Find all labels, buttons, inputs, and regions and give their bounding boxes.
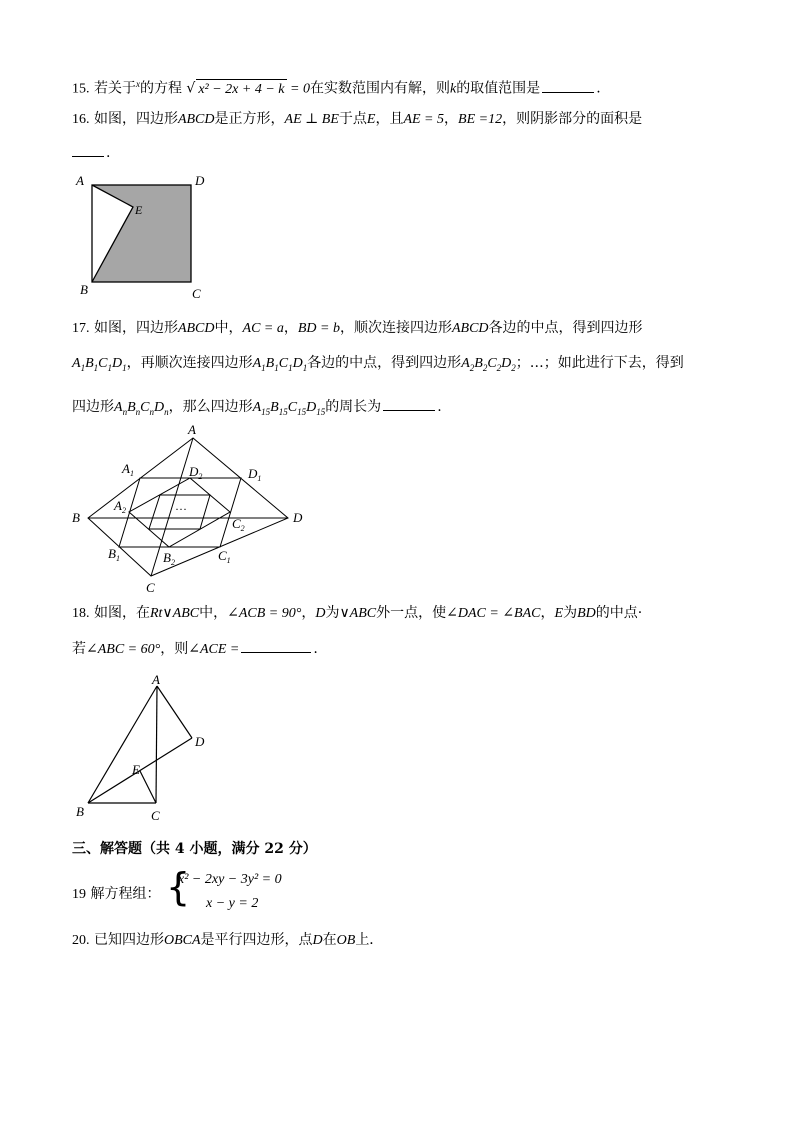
math: ∠ABC = 60°: [86, 642, 161, 657]
question-18-line2: [72, 638, 318, 660]
math: OB: [336, 933, 356, 948]
math: OBCA: [163, 933, 201, 948]
label-A2: $A_2$: [114, 498, 126, 515]
label-C: C: [146, 580, 155, 595]
answer-blank: [241, 638, 311, 653]
math: ABCD: [451, 321, 489, 336]
label-B: B: [76, 804, 84, 819]
math-anbncndn: $A_nB_nC_nD_n$: [114, 400, 169, 417]
text: 解方程组：: [90, 886, 161, 902]
label-D: D: [195, 734, 205, 749]
text: ，: [540, 605, 555, 621]
math: ABCD: [177, 321, 215, 336]
text: 的取值范围是: [456, 80, 541, 97]
text: 外一点，使: [376, 605, 447, 621]
label-E: E: [132, 762, 140, 777]
text: ，则: [160, 641, 189, 657]
text: ，: [283, 320, 298, 336]
math: ∠ACE =: [188, 642, 240, 657]
label-B: B: [80, 282, 88, 297]
question-17-line2: [72, 353, 684, 378]
label-A1: $A_1$: [122, 461, 134, 478]
math: E: [554, 606, 564, 621]
text: 如图，在: [93, 605, 150, 621]
text: 在实数范围内有解，则: [309, 80, 450, 97]
math: BE =12: [458, 112, 503, 127]
question-number: 19: [72, 887, 86, 902]
text: 在: [322, 932, 337, 948]
text: 为: [325, 605, 340, 621]
segment-AC: [156, 686, 157, 803]
text: 中，: [199, 605, 228, 621]
label-D: D: [293, 510, 303, 525]
figure-17-nested-quadrilaterals: [64, 418, 314, 596]
text: ，再顺次连接四边形: [126, 355, 253, 371]
text: ，且: [375, 111, 404, 127]
text: ，: [301, 605, 316, 621]
text: ，: [444, 111, 459, 127]
label-B2: $B_2$: [163, 550, 175, 567]
label-A: A: [152, 672, 160, 687]
label-D1: $D_1$: [248, 466, 262, 483]
math: D: [312, 933, 323, 948]
label-C: C: [151, 808, 160, 823]
math: BD = b: [297, 321, 340, 336]
sqrt-symbol: √: [186, 80, 196, 97]
figure-18-triangle: [72, 670, 222, 826]
math: ABCD: [177, 112, 215, 127]
text: .: [596, 80, 601, 97]
math: ∨ABC: [339, 606, 377, 621]
question-number: 15.: [72, 81, 90, 97]
math-radicand: x² − 2x + 4 − k: [196, 79, 286, 100]
text: ，那么四边形: [168, 399, 253, 415]
text: 是正方形，: [214, 111, 285, 127]
question-17: [72, 318, 643, 339]
math: ∠DAC = ∠BAC: [446, 606, 541, 621]
question-number: 17.: [72, 321, 90, 336]
math-var: k: [449, 81, 457, 97]
text: 上．: [355, 932, 384, 948]
text: 是平行四边形，点: [200, 932, 313, 948]
brace: {: [166, 865, 191, 909]
equation-2: x − y = 2: [206, 896, 259, 911]
math-var: x: [135, 79, 140, 89]
label-B1: $B_1$: [108, 546, 120, 563]
text: 已知四边形: [93, 932, 164, 948]
text: .: [106, 145, 111, 161]
question-15: [72, 74, 601, 100]
label-C1: $C_1$: [218, 548, 231, 565]
text: 四边形: [72, 399, 114, 415]
label-D: D: [195, 173, 205, 188]
math: E: [366, 112, 376, 127]
question-number: 20.: [72, 933, 90, 948]
math: ∠ACB = 90°: [227, 606, 302, 621]
equation-1: x² − 2xy − 3y² = 0: [178, 872, 282, 887]
math: AE = 5: [403, 112, 445, 127]
label-C: C: [192, 286, 201, 301]
math: BD: [577, 606, 596, 621]
segment-AD: [157, 686, 192, 738]
text: 中，: [214, 320, 243, 336]
question-19: [72, 884, 160, 905]
dots-label: ···: [175, 502, 187, 516]
segment-BD: [88, 738, 192, 803]
text: 如图，四边形: [93, 320, 178, 336]
text: ；…；如此进行下去，得到: [515, 355, 684, 371]
answer-blank: [72, 142, 104, 157]
question-20: [72, 930, 383, 951]
label-A: A: [76, 173, 84, 188]
text: 的中点·: [595, 605, 643, 621]
math: Rt∨ABC: [149, 606, 200, 621]
math-a1b1c1d1: $A_1B_1C_1D_1$: [252, 356, 308, 373]
text: .: [437, 399, 442, 415]
figure-16-square: [72, 170, 212, 302]
math: AC = a: [242, 321, 284, 336]
text: 于点: [338, 111, 367, 127]
math: AE ⊥ BE: [284, 112, 339, 127]
math-eq: = 0: [286, 81, 310, 97]
math-a1b1c1d1: $A_1B_1C_1D_1$: [72, 356, 127, 373]
label-A: A: [188, 422, 196, 437]
question-16-answer: [72, 142, 110, 163]
question-18: [72, 603, 642, 624]
math-a15b15c15d15: $A_{15}B_{15}C_{15}D_{15}$: [252, 400, 326, 417]
segment-CE: [140, 771, 156, 803]
text: 若: [72, 641, 86, 657]
math: D: [315, 606, 326, 621]
label-C2: $C_2$: [232, 516, 245, 533]
label-E: E: [135, 203, 143, 217]
text: .: [313, 641, 318, 657]
text: 各边的中点，得到四边形: [488, 320, 643, 336]
text: ，则阴影部分的面积是: [502, 111, 643, 127]
question-number: 18.: [72, 606, 90, 621]
text: 各边的中点，得到四边形: [307, 355, 462, 371]
text: 为: [563, 605, 578, 621]
answer-blank: [383, 396, 435, 411]
section-heading: 三、解答题（共 4 小题，满分 22 分）: [72, 841, 317, 857]
label-D2: $D_2$: [189, 464, 203, 481]
text: ，顺次连接四边形: [339, 320, 452, 336]
question-number: 16.: [72, 112, 90, 127]
text: 的方程: [139, 80, 182, 97]
answer-blank: [542, 78, 594, 93]
label-B: B: [72, 510, 80, 525]
text: 的周长为: [325, 399, 382, 415]
text: 若关于: [93, 80, 136, 97]
math-a2b2c2d2: $A_2B_2C_2D_2$: [461, 356, 516, 373]
question-16: [72, 109, 642, 130]
text: 如图，四边形: [93, 111, 178, 127]
